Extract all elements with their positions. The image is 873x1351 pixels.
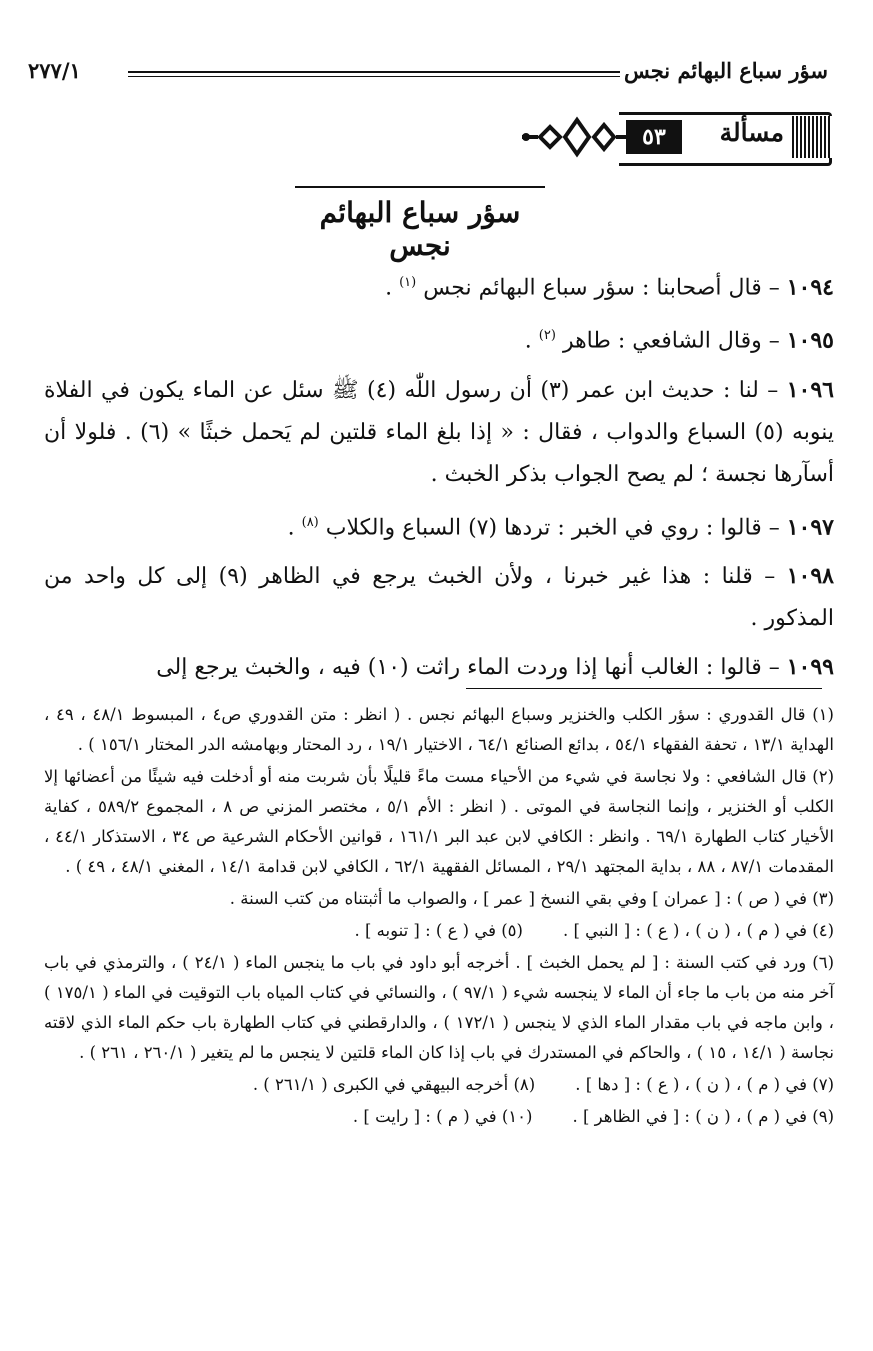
paragraph-text: قال أصحابنا : سؤر سباع البهائم نجس [423, 275, 762, 301]
footnote: (٤) في ( م ) ، ( ن ) ، ( ع ) : [ النبي ] . [562, 921, 834, 940]
footnote-pair [44, 1102, 834, 1132]
paragraph: ١٠٩٦ – لنا : حديث ابن عمر (٣) أن رسول اللّٰه (٤) ﷺ سئل عن الماء يكون في الفلاة ينوبه (٥) السباع والدواب ، فقال : « إذا بلغ الماء قلتين لم يَحمل خبثًا » (٦) . فلولا أن أسآرها نجسة ؛ لم يصح الجواب بذكر الخبث . [44, 376, 834, 487]
footnote: (٥) في ( ع ) : [ تنوبه ] . [354, 921, 523, 940]
footnote-pair [44, 916, 834, 946]
paragraph-text: قلنا : هذا غير خبرنا ، ولأن الخبث يرجع في الظاهر (٩) إلى كل واحد من المذكور . [44, 563, 834, 631]
paragraph-text: لنا : حديث ابن عمر (٣) أن رسول اللّٰه (٤) ﷺ سئل عن الماء يكون في الفلاة ينوبه (٥) السباع والدواب ، فقال : « إذا بلغ الماء قلتين لم يَحمل خبثًا » (٦) . فلولا أن أسآرها نجسة ؛ لم يصح الجواب بذكر الخبث . [44, 377, 834, 487]
footnote: (١) قال القدوري : سؤر الكلب والخنزير وسباع البهائم نجس . ( انظر : متن القدوري ص٤ ، المبسوط ٤٨/١ ، ٤٩ ، الهداية ١٣/١ ، تحفة الفقهاء ٥٤/١ ، بدائع الصنائع ٦٤/١ ، الاختيار ١٩/١ ، رد المحتار وبهامشه الدر المختار ١٥٦/١ ) . [44, 705, 834, 754]
masala-banner [520, 112, 832, 162]
chapter-title: سؤر سباع البهائم نجس [319, 196, 521, 262]
footnote-ref: (١) [399, 275, 417, 290]
running-title: سؤر سباع البهائم نجس [623, 58, 828, 83]
footnote: (٧) في ( م ) ، ( ن ) ، ( ع ) : [ دها ] . [575, 1075, 834, 1094]
footnote: (٣) في ( ص ) : [ عمران ] وفي بقي النسخ [ عمر ] ، والصواب ما أثبتناه من كتب السنة . [229, 889, 834, 908]
paragraph-number: ١٠٩٧ [786, 513, 834, 540]
paragraph-number: ١٠٩٩ [786, 653, 834, 680]
paragraph-text: قالوا : الغالب أنها إذا وردت الماء راثت (١٠) فيه ، والخبث يرجع إلى [156, 654, 762, 680]
chapter-rule [295, 186, 545, 188]
paragraph-tail: . [287, 514, 302, 540]
banner-stripes [792, 116, 832, 158]
footnote: (١٠) في ( م ) : [ رايت ] . [352, 1107, 533, 1126]
paragraph: ١٠٩٩ – قالوا : الغالب أنها إذا وردت الماء راثت (١٠) فيه ، والخبث يرجع إلى [156, 653, 834, 680]
paragraph: ١٠٩٨ – قلنا : هذا غير خبرنا ، ولأن الخبث يرجع في الظاهر (٩) إلى كل واحد من المذكور . [44, 562, 834, 631]
paragraph-text: قالوا : روي في الخبر : تردها (٧) السباع والكلاب [325, 514, 762, 540]
paragraph: ١٠٩٥ – وقال الشافعي : طاهر $^{(٢)}$ . [524, 327, 834, 354]
chapter-heading [295, 186, 545, 262]
footnote: (٩) في ( م ) ، ( ن ) : [ في الظاهر ] . [572, 1107, 834, 1126]
ornament-icon [520, 112, 630, 162]
paragraph-tail: . [524, 328, 539, 354]
paragraph-number: ١٠٩٦ [786, 376, 834, 403]
paragraph-text: وقال الشافعي : طاهر [562, 328, 762, 354]
footnote: (٢) قال الشافعي : ولا نجاسة في شيء من الأحياء مست ماءً قليلًا بأن شربت منه أو أدخلت فيه شيئًا من أعضائها إلا الكلب أو الخنزير ، وإنما النجاسة في الموتى . ( انظر : الأم ٥/١ ، مختصر المزني ص ٨ ، المجموع ٥٨٩/٢ ، كفاية الأخيار كتاب الطهارة ٦٩/١ . وانظر : الكافي لابن عبد البر ١٦١/١ ، قوانين الأحكام الشرعية ص ٣٤ ، الاستذكار ٤٤/١ ، المقدمات ٨٧/١ ، ٨٨ ، بداية المجتهد ٢٩/١ ، المسائل الفقهية ٦٢/١ ، الكافي لابن قدامة ١٤/١ ، المغني ٤٨/١ ، ٤٩ ) . [44, 767, 834, 876]
paragraph-number: ١٠٩٤ [786, 274, 834, 301]
footnote-ref: (٢) [538, 328, 556, 344]
footnote-pair [44, 1070, 834, 1100]
footnote: (٨) أخرجه البيهقي في الكبرى ( ٢٦١/١ ) . [252, 1075, 536, 1094]
paragraph-number: ١٠٩٨ [786, 562, 834, 589]
main-text [44, 262, 834, 695]
paragraph: ١٠٩٤ – قال أصحابنا : سؤر سباع البهائم نجس $^{(١)}$ . [385, 274, 834, 301]
footnote-ref: (٨) [301, 514, 319, 530]
paragraph-number: ١٠٩٥ [786, 327, 834, 354]
footnote: (٦) ورد في كتب السنة : [ لم يحمل الخبث ] . أخرجه أبو داود في باب ما ينجس الماء ( ٢٤/١ ) ، والترمذي في باب آخر منه من باب ما جاء أن الماء لا ينجسه شيء ( ٩٧/١ ) ، والنسائي في كتاب المياه باب التوقيت في الماء ( ١٧٥/١ ) ، وابن ماجه في باب مقدار الماء الذي لا ينجس ( ١٧٢/١ ) ، والدارقطني في كتاب الطهارة باب حكم الماء الذي لاقته نجاسة ( ١٤/١ ، ١٥ ) ، والحاكم في المستدرك في باب إذا كان الماء قلتين لا ينجس ما لم يتغير ( ٢٦٠/١ ، ٢٦١ ) . [44, 953, 834, 1062]
footnotes [44, 700, 834, 1134]
page-number: ٢٧٧/١ [28, 58, 81, 83]
footnote-divider [466, 688, 822, 689]
header-rule [128, 71, 620, 73]
running-header [28, 58, 828, 88]
header-rule-thin [128, 76, 620, 77]
masala-label: مسألة [719, 118, 784, 147]
paragraph-tail: . [385, 275, 400, 301]
masala-number: ٥٣ [626, 120, 682, 154]
paragraph: ١٠٩٧ – قالوا : روي في الخبر : تردها (٧) السباع والكلاب $^{(٨)}$ . [287, 513, 834, 540]
